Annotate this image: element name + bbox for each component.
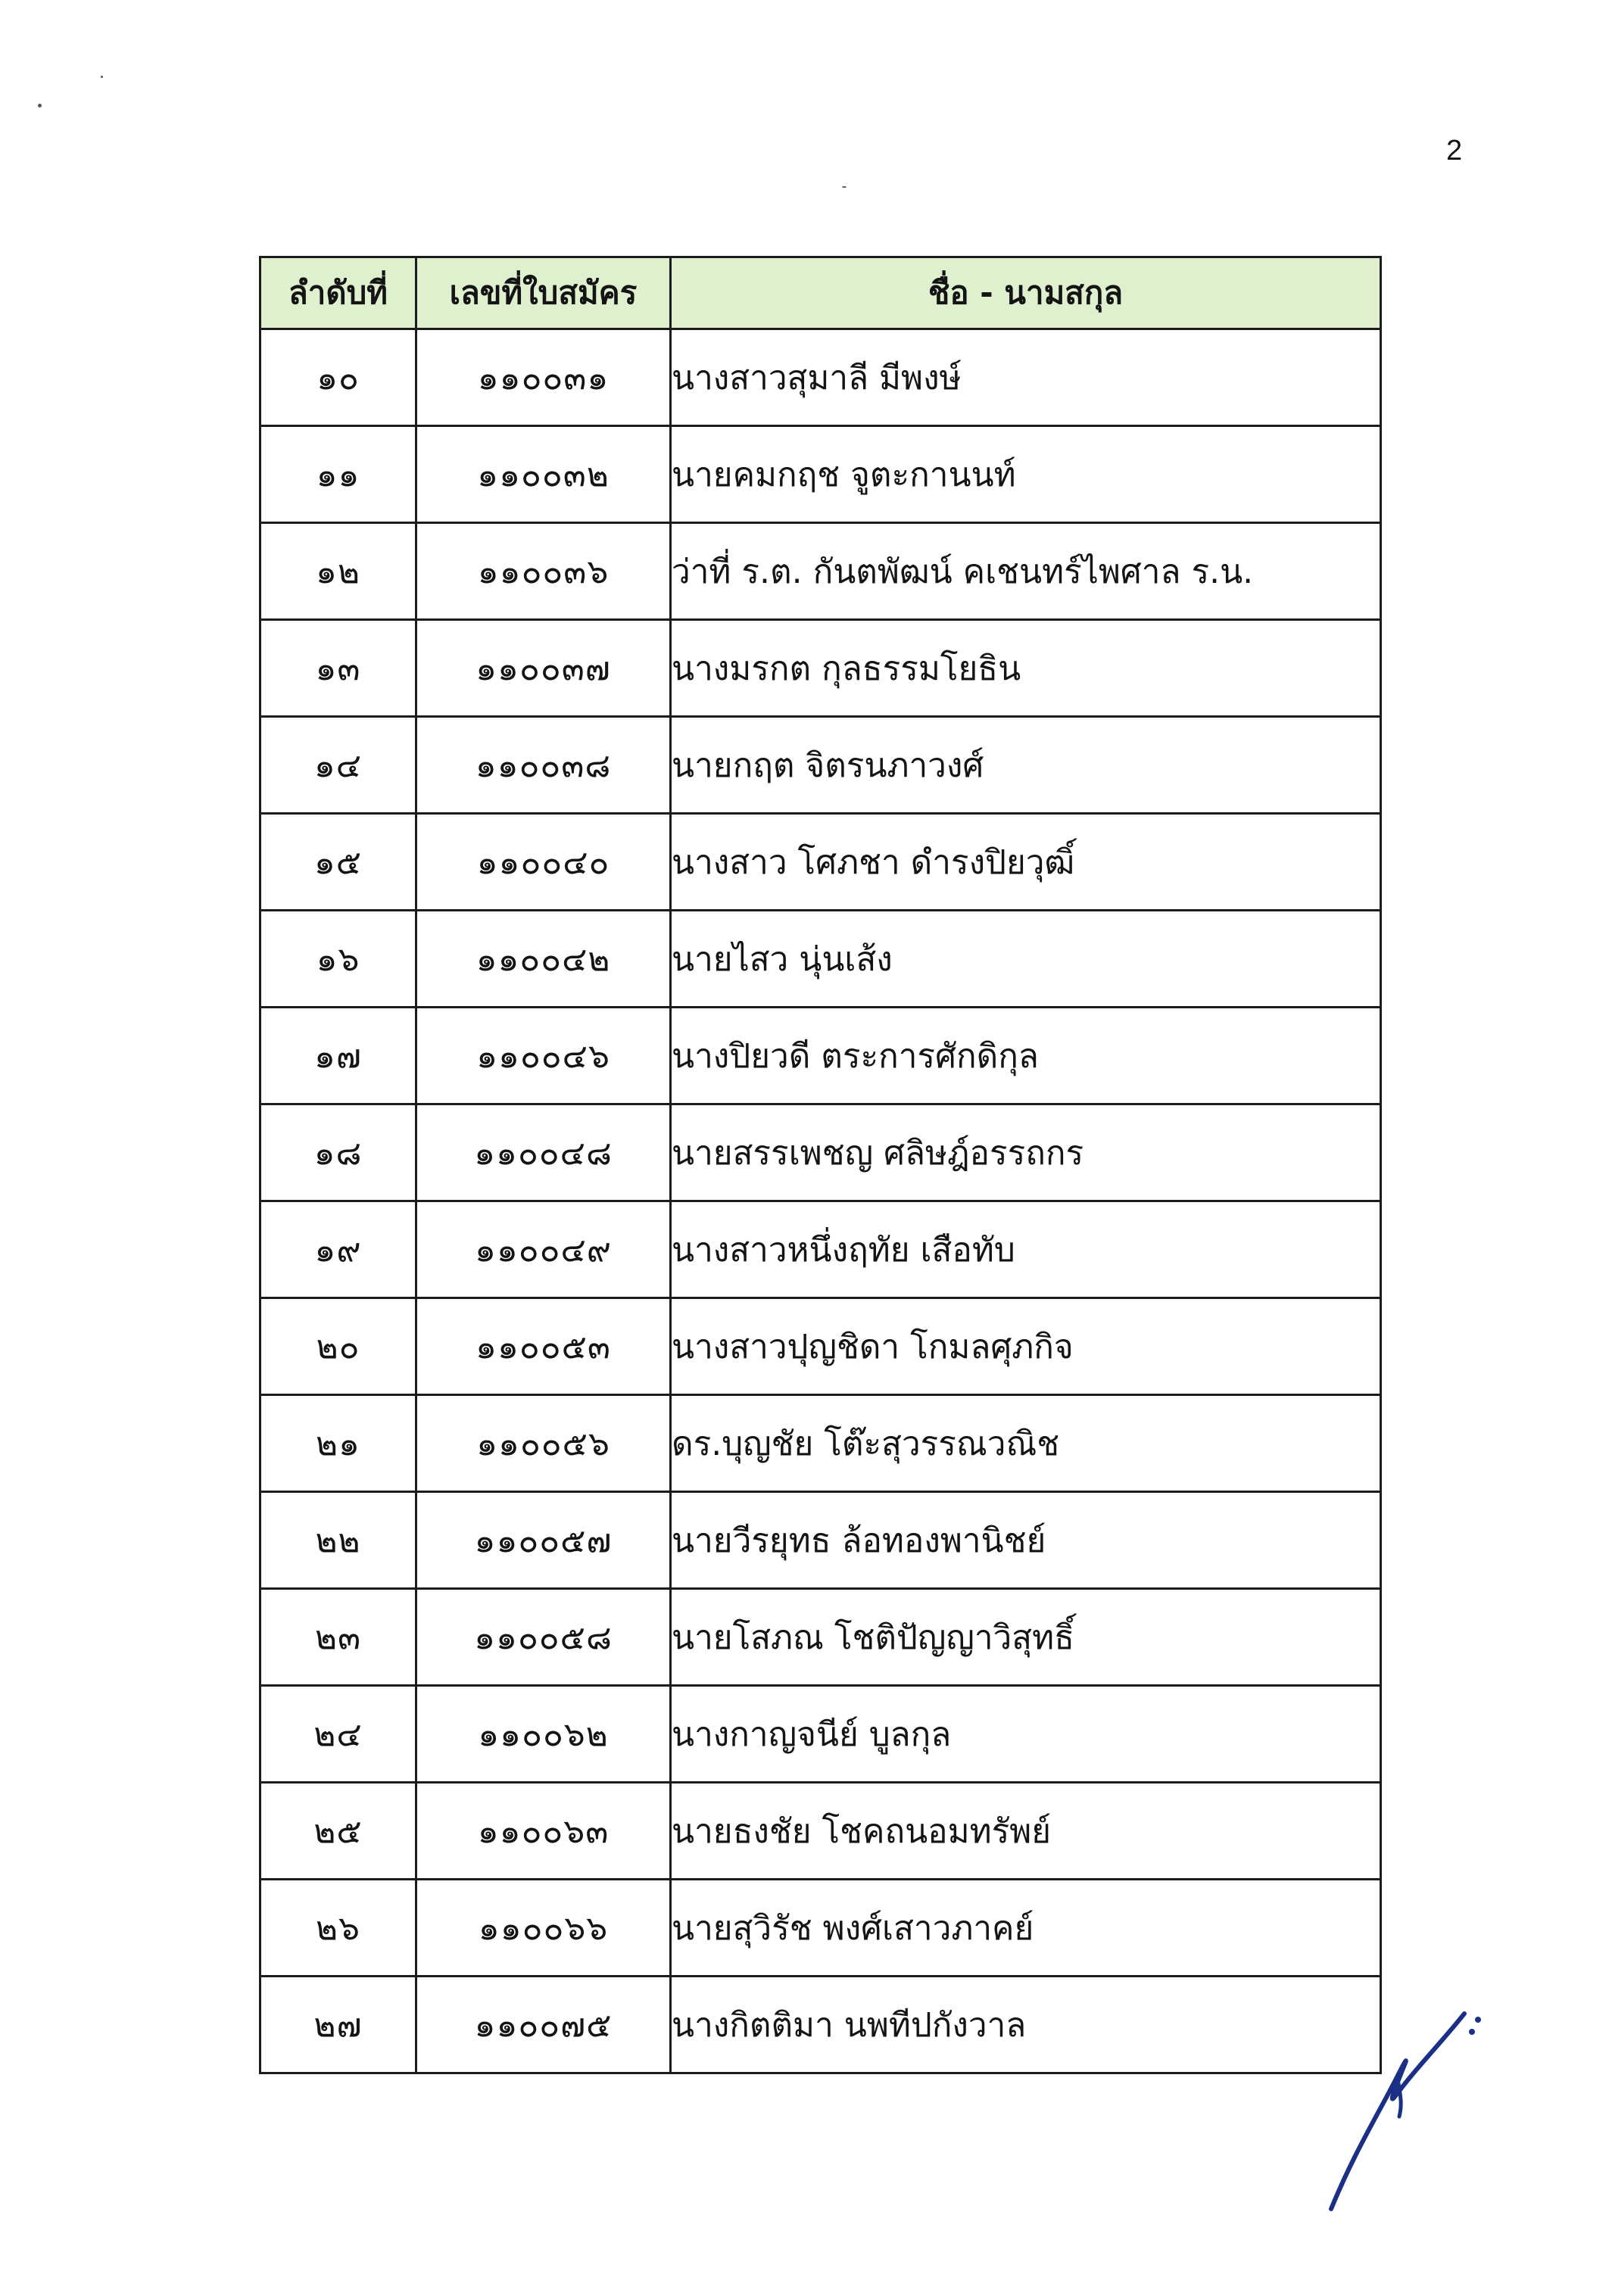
row-full-name-cell: นางสาวปุญชิดา โกมลศุภกิจ [671,1298,1381,1395]
row-application-number-cell: ๑๑๐๐๖๒ [416,1686,671,1783]
header-application-number: เลขที่ใบสมัคร [416,257,671,329]
table-row [260,1201,1381,1298]
row-full-name-cell: นายโสภณ โชติปัญญาวิสุทธิ์ [671,1589,1381,1686]
table-header-row [260,257,1381,329]
table-row [260,717,1381,814]
table-row [260,911,1381,1008]
table-row [260,1298,1381,1395]
row-full-name-cell: นายวีรยุทธ ล้อทองพานิชย์ [671,1492,1381,1589]
row-full-name-cell: นางสาวหนึ่งฤทัย เสือทับ [671,1201,1381,1298]
row-order-cell: ๒๗ [260,1977,416,2073]
row-full-name-cell: นางสาวสุมาลี มีพงษ์ [671,329,1381,426]
row-application-number-cell: ๑๑๐๐๓๘ [416,717,671,814]
row-order-cell: ๑๓ [260,620,416,717]
table-row [260,1783,1381,1880]
table-row [260,1686,1381,1783]
row-application-number-cell: ๑๑๐๐๕๗ [416,1492,671,1589]
row-application-number-cell: ๑๑๐๐๕๘ [416,1589,671,1686]
row-application-number-cell: ๑๑๐๐๖๖ [416,1880,671,1977]
row-order-cell: ๑๖ [260,911,416,1008]
row-order-cell: ๒๕ [260,1783,416,1880]
table-row [260,426,1381,523]
row-application-number-cell: ๑๑๐๐๔๙ [416,1201,671,1298]
row-application-number-cell: ๑๑๐๐๓๑ [416,329,671,426]
table-row [260,1104,1381,1201]
row-order-cell: ๒๓ [260,1589,416,1686]
scan-speck [101,76,103,78]
row-order-cell: ๑๙ [260,1201,416,1298]
row-application-number-cell: ๑๑๐๐๓๗ [416,620,671,717]
header-order: ลำดับที่ [260,257,416,329]
table-row [260,1977,1381,2073]
row-application-number-cell: ๑๑๐๐๕๓ [416,1298,671,1395]
row-order-cell: ๑๗ [260,1008,416,1104]
row-order-cell: ๑๐ [260,329,416,426]
row-order-cell: ๒๒ [260,1492,416,1589]
table-row [260,1880,1381,1977]
row-order-cell: ๒๖ [260,1880,416,1977]
row-full-name-cell: นายธงชัย โชคถนอมทรัพย์ [671,1783,1381,1880]
row-application-number-cell: ๑๑๐๐๗๕ [416,1977,671,2073]
row-full-name-cell: นายคมกฤช จูตะกานนท์ [671,426,1381,523]
row-order-cell: ๒๐ [260,1298,416,1395]
row-full-name-cell: นายไสว นุ่นเส้ง [671,911,1381,1008]
table-row [260,1395,1381,1492]
row-full-name-cell: นางสาว โศภชา ดำรงปิยวุฒิ์ [671,814,1381,911]
row-full-name-cell: ว่าที่ ร.ต. กันตพัฒน์ คเชนทร์ไพศาล ร.น. [671,523,1381,620]
table-row [260,620,1381,717]
table-row [260,523,1381,620]
table-row [260,1492,1381,1589]
row-order-cell: ๒๑ [260,1395,416,1492]
row-application-number-cell: ๑๑๐๐๓๖ [416,523,671,620]
row-full-name-cell: นายสรรเพชญ ศลิษฎ์อรรถกร [671,1104,1381,1201]
row-order-cell: ๑๑ [260,426,416,523]
table-row [260,1589,1381,1686]
row-order-cell: ๑๘ [260,1104,416,1201]
row-full-name-cell: นายสุวิรัช พงศ์เสาวภาคย์ [671,1880,1381,1977]
row-application-number-cell: ๑๑๐๐๓๒ [416,426,671,523]
row-full-name-cell: นางปิยวดี ตระการศักดิกุล [671,1008,1381,1104]
row-order-cell: ๑๔ [260,717,416,814]
applicant-table [259,256,1382,2074]
table-body [260,329,1381,2073]
row-application-number-cell: ๑๑๐๐๔๒ [416,911,671,1008]
scan-speck [38,104,42,107]
row-application-number-cell: ๑๑๐๐๖๓ [416,1783,671,1880]
row-application-number-cell: ๑๑๐๐๔๖ [416,1008,671,1104]
page-number: 2 [1446,135,1463,167]
row-full-name-cell: ดร.บุญชัย โต๊ะสุวรรณวณิช [671,1395,1381,1492]
row-application-number-cell: ๑๑๐๐๕๖ [416,1395,671,1492]
row-order-cell: ๑๕ [260,814,416,911]
row-full-name-cell: นางกาญจนีย์ บูลกุล [671,1686,1381,1783]
row-application-number-cell: ๑๑๐๐๔๐ [416,814,671,911]
row-order-cell: ๑๒ [260,523,416,620]
scan-speck [842,186,847,188]
header-full-name: ชื่อ - นามสกุล [671,257,1381,329]
handwritten-signature-icon [1310,1983,1507,2226]
table-row [260,814,1381,911]
row-order-cell: ๒๔ [260,1686,416,1783]
row-application-number-cell: ๑๑๐๐๔๘ [416,1104,671,1201]
table-row [260,1008,1381,1104]
row-full-name-cell: นายกฤต จิตรนภาวงศ์ [671,717,1381,814]
row-full-name-cell: นางมรกต กุลธรรมโยธิน [671,620,1381,717]
table-row [260,329,1381,426]
row-full-name-cell: นางกิตติมา นพทีปกังวาล [671,1977,1381,2073]
